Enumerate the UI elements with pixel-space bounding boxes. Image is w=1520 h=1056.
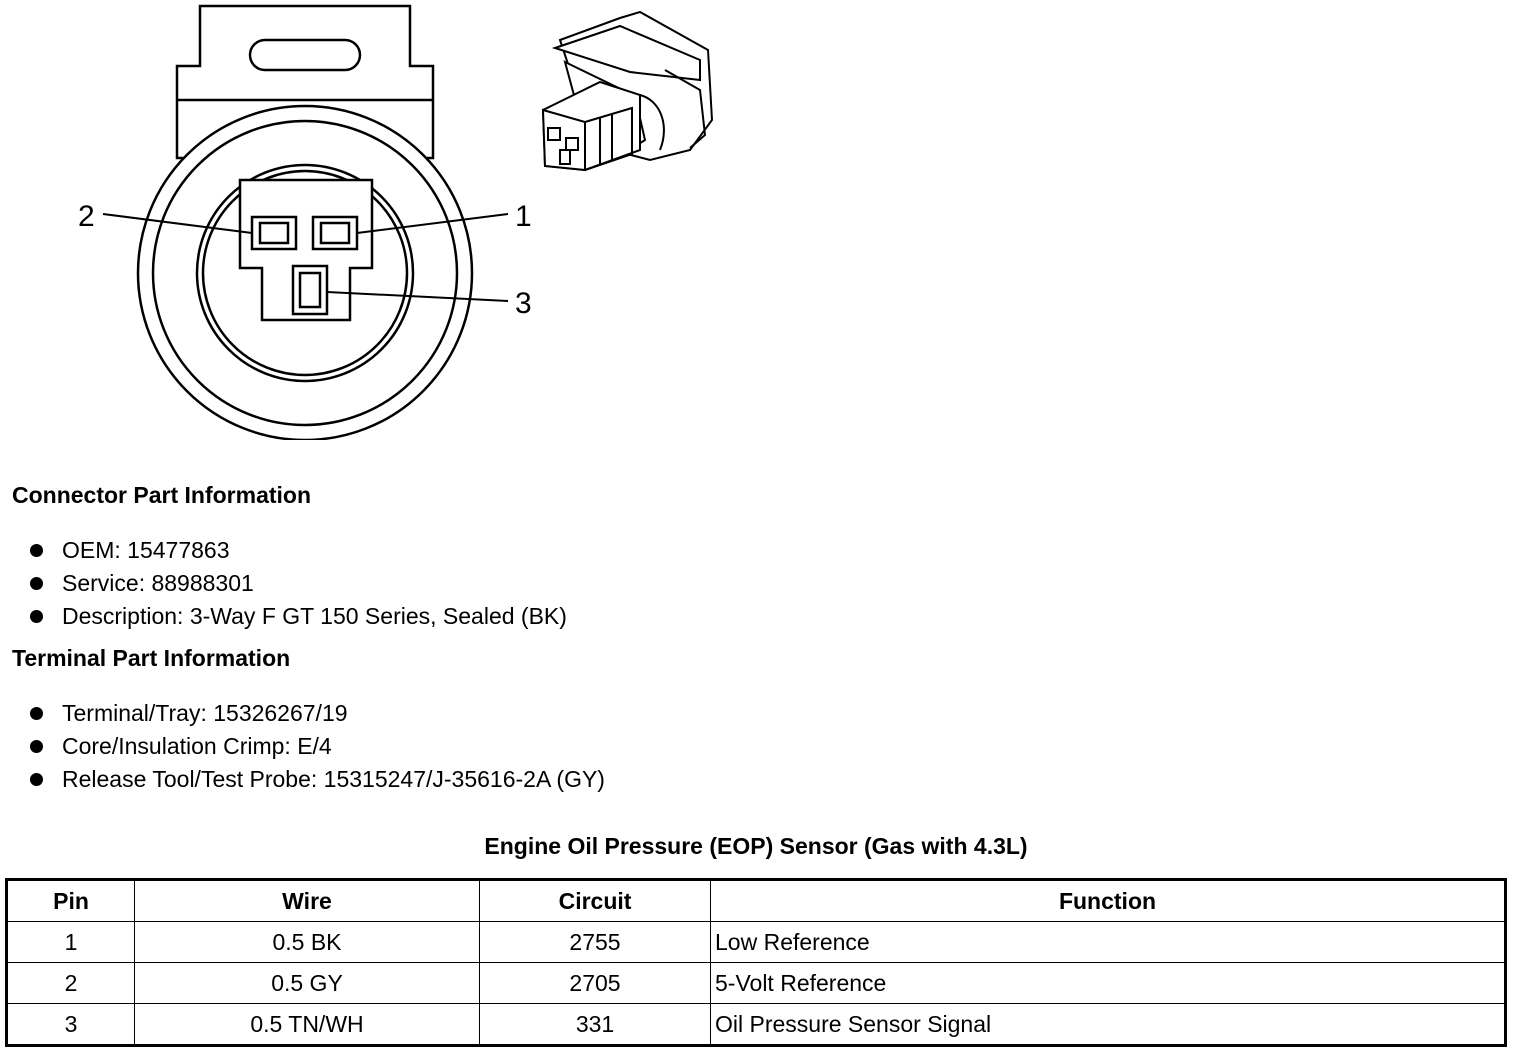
cell-function: 5-Volt Reference — [711, 963, 1506, 1004]
cell-function: Low Reference — [711, 922, 1506, 963]
list-item-text: Service: 88988301 — [62, 570, 254, 596]
bullet-icon — [30, 577, 43, 590]
list-item-text: Terminal/Tray: 15326267/19 — [62, 700, 348, 726]
table-row — [7, 922, 1506, 963]
cell-pin: 1 — [7, 922, 135, 963]
bullet-icon — [30, 610, 43, 623]
pin-label-2: 2 — [78, 200, 95, 233]
list-item-text: Description: 3-Way F GT 150 Series, Sealed (BK) — [62, 603, 567, 629]
pin-table-title: Engine Oil Pressure (EOP) Sensor (Gas with 4.3L) — [484, 833, 1028, 859]
bullet-icon — [30, 544, 43, 557]
pin-table — [5, 878, 1507, 1047]
bullet-icon — [30, 740, 43, 753]
terminal-part-info-list — [30, 697, 605, 796]
connector-part-info-title: Connector Part Information — [12, 482, 312, 508]
connector-part-info-list — [30, 534, 567, 633]
cell-pin: 3 — [7, 1004, 135, 1046]
header-pin: Pin — [7, 880, 135, 922]
list-item — [30, 763, 605, 796]
cell-wire: 0.5 BK — [135, 922, 480, 963]
list-item-text: Core/Insulation Crimp: E/4 — [62, 733, 332, 759]
bullet-icon — [30, 773, 43, 786]
cell-circuit: 2705 — [480, 963, 711, 1004]
list-item — [30, 600, 567, 633]
terminal-part-info-title: Terminal Part Information — [12, 645, 291, 671]
connector-face-view — [103, 6, 508, 440]
connector-isometric-view — [543, 12, 712, 170]
header-function: Function — [711, 880, 1506, 922]
header-circuit: Circuit — [480, 880, 711, 922]
table-header-row — [7, 880, 1506, 922]
list-item — [30, 567, 567, 600]
list-item-text: Release Tool/Test Probe: 15315247/J-35616-2A (GY) — [62, 766, 605, 792]
cell-function: Oil Pressure Sensor Signal — [711, 1004, 1506, 1046]
cell-wire: 0.5 TN/WH — [135, 1004, 480, 1046]
table-row — [7, 963, 1506, 1004]
table-row — [7, 1004, 1506, 1046]
list-item-text: OEM: 15477863 — [62, 537, 230, 563]
list-item — [30, 697, 605, 730]
cell-circuit: 331 — [480, 1004, 711, 1046]
header-wire: Wire — [135, 880, 480, 922]
connector-diagram — [0, 0, 1520, 440]
pin-label-1: 1 — [515, 200, 532, 233]
cell-wire: 0.5 GY — [135, 963, 480, 1004]
pin-label-3: 3 — [515, 287, 532, 320]
list-item — [30, 730, 605, 763]
list-item — [30, 534, 567, 567]
cell-pin: 2 — [7, 963, 135, 1004]
bullet-icon — [30, 707, 43, 720]
cell-circuit: 2755 — [480, 922, 711, 963]
